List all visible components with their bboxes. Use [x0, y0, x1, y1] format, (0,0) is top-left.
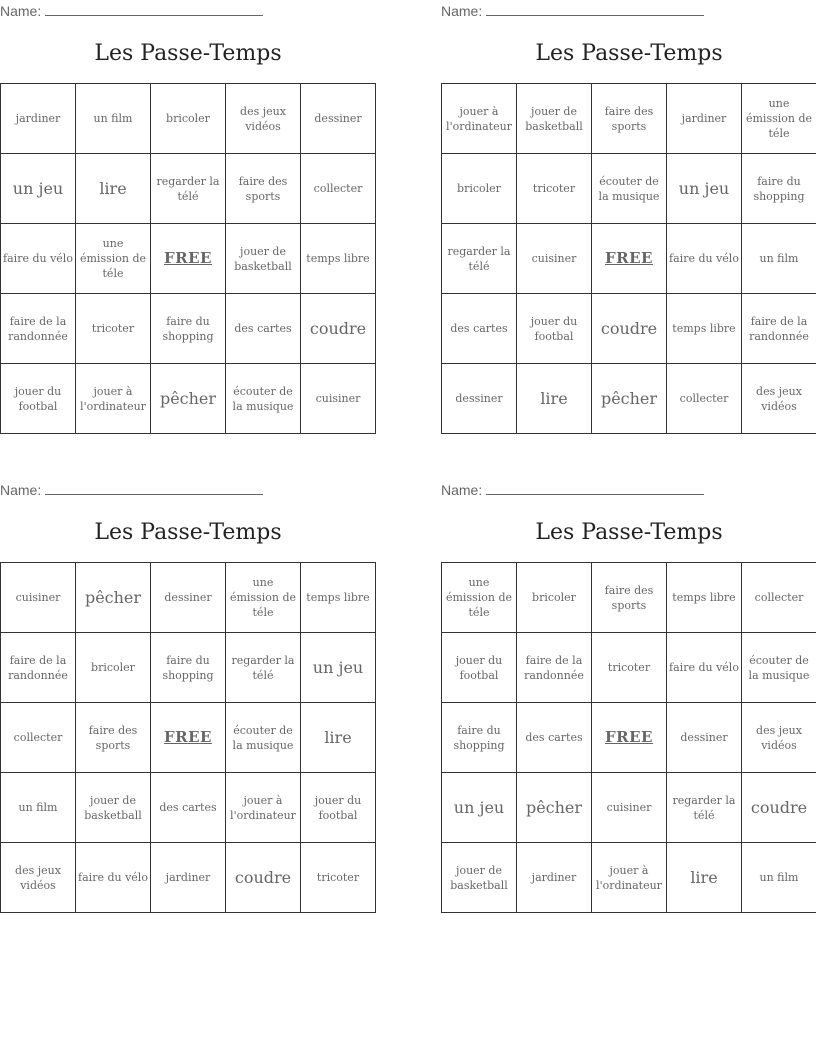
- bingo-square[interactable]: un film: [742, 224, 816, 294]
- bingo-square[interactable]: jardiner: [151, 843, 226, 913]
- bingo-square[interactable]: écouter de la musique: [742, 633, 816, 703]
- grid-row: [1, 364, 376, 434]
- bingo-table: [0, 83, 376, 434]
- bingo-square[interactable]: un film: [742, 843, 816, 913]
- bingo-square[interactable]: bricoler: [442, 154, 517, 224]
- bingo-square[interactable]: cuisiner: [301, 364, 376, 434]
- name-blank-line[interactable]: [45, 2, 263, 16]
- bingo-square[interactable]: tricoter: [76, 294, 151, 364]
- bingo-square[interactable]: coudre: [301, 294, 376, 364]
- bingo-square[interactable]: jouer à l'ordinateur: [76, 364, 151, 434]
- bingo-table: [0, 562, 376, 913]
- free-square[interactable]: FREE: [592, 703, 667, 773]
- name-label: Name:: [441, 482, 483, 498]
- bingo-square[interactable]: pêcher: [592, 364, 667, 434]
- bingo-square[interactable]: jouer de basketball: [226, 224, 301, 294]
- bingo-square[interactable]: jouer à l'ordinateur: [226, 773, 301, 843]
- bingo-square[interactable]: faire du vélo: [1, 224, 76, 294]
- bingo-grid: [0, 562, 376, 913]
- bingo-table: [441, 83, 816, 434]
- bingo-square[interactable]: dessiner: [667, 703, 742, 773]
- bingo-square[interactable]: faire du shopping: [742, 154, 816, 224]
- name-field[interactable]: [0, 481, 263, 498]
- name-blank-line[interactable]: [45, 481, 263, 495]
- name-blank-line[interactable]: [486, 481, 704, 495]
- name-label: Name:: [0, 3, 42, 19]
- bingo-square[interactable]: des jeux vidéos: [226, 84, 301, 154]
- bingo-square[interactable]: faire des sports: [226, 154, 301, 224]
- bingo-square[interactable]: des cartes: [151, 773, 226, 843]
- grid-row: [442, 633, 816, 703]
- bingo-square[interactable]: une émission de téle: [742, 84, 816, 154]
- grid-row: [442, 224, 816, 294]
- bingo-square[interactable]: faire de la randonnée: [1, 633, 76, 703]
- bingo-square[interactable]: tricoter: [517, 154, 592, 224]
- bingo-square[interactable]: jouer du footbal: [517, 294, 592, 364]
- name-label: Name:: [441, 3, 483, 19]
- bingo-square[interactable]: jouer de basketball: [442, 843, 517, 913]
- name-label: Name:: [0, 482, 42, 498]
- bingo-square[interactable]: écouter de la musique: [226, 703, 301, 773]
- grid-row: [1, 703, 376, 773]
- bingo-square[interactable]: jardiner: [1, 84, 76, 154]
- bingo-square[interactable]: lire: [76, 154, 151, 224]
- bingo-square[interactable]: cuisiner: [1, 563, 76, 633]
- bingo-square[interactable]: dessiner: [442, 364, 517, 434]
- grid-row: [442, 364, 816, 434]
- bingo-square[interactable]: un jeu: [301, 633, 376, 703]
- bingo-square[interactable]: un film: [76, 84, 151, 154]
- free-square[interactable]: FREE: [151, 703, 226, 773]
- bingo-square[interactable]: cuisiner: [517, 224, 592, 294]
- bingo-square[interactable]: jouer du footbal: [301, 773, 376, 843]
- bingo-square[interactable]: un jeu: [667, 154, 742, 224]
- bingo-square[interactable]: faire du shopping: [151, 294, 226, 364]
- grid-row: [1, 294, 376, 364]
- bingo-square[interactable]: des jeux vidéos: [742, 364, 816, 434]
- bingo-square[interactable]: des cartes: [226, 294, 301, 364]
- bingo-square[interactable]: jouer de basketball: [517, 84, 592, 154]
- bingo-square[interactable]: coudre: [592, 294, 667, 364]
- free-square[interactable]: FREE: [592, 224, 667, 294]
- bingo-square[interactable]: pêcher: [517, 773, 592, 843]
- bingo-square[interactable]: écouter de la musique: [226, 364, 301, 434]
- grid-row: [1, 154, 376, 224]
- bingo-square[interactable]: faire du vélo: [76, 843, 151, 913]
- bingo-square[interactable]: des cartes: [517, 703, 592, 773]
- grid-row: [442, 843, 816, 913]
- card-title: Les Passe-Temps: [535, 41, 723, 66]
- bingo-square[interactable]: des cartes: [442, 294, 517, 364]
- bingo-square[interactable]: écouter de la musique: [592, 154, 667, 224]
- name-blank-line[interactable]: [486, 2, 704, 16]
- bingo-square[interactable]: lire: [517, 364, 592, 434]
- grid-row: [1, 633, 376, 703]
- card-title: Les Passe-Temps: [94, 520, 282, 545]
- bingo-square[interactable]: faire du shopping: [151, 633, 226, 703]
- grid-row: [442, 703, 816, 773]
- free-square[interactable]: FREE: [151, 224, 226, 294]
- bingo-square[interactable]: lire: [301, 703, 376, 773]
- bingo-grid: [0, 83, 376, 434]
- bingo-square[interactable]: faire de la randonnée: [517, 633, 592, 703]
- bingo-square[interactable]: faire des sports: [76, 703, 151, 773]
- bingo-table: [441, 562, 816, 913]
- grid-row: [1, 773, 376, 843]
- bingo-square[interactable]: bricoler: [517, 563, 592, 633]
- name-field[interactable]: [441, 2, 704, 19]
- bingo-square[interactable]: faire des sports: [592, 563, 667, 633]
- bingo-square[interactable]: une émission de téle: [226, 563, 301, 633]
- bingo-square[interactable]: temps libre: [301, 563, 376, 633]
- bingo-square[interactable]: jouer du footbal: [442, 633, 517, 703]
- bingo-square[interactable]: dessiner: [151, 563, 226, 633]
- grid-row: [1, 563, 376, 633]
- bingo-square[interactable]: des jeux vidéos: [742, 703, 816, 773]
- bingo-square[interactable]: jardiner: [517, 843, 592, 913]
- bingo-square[interactable]: collecter: [742, 563, 816, 633]
- grid-row: [442, 563, 816, 633]
- bingo-square[interactable]: coudre: [742, 773, 816, 843]
- bingo-square[interactable]: temps libre: [667, 294, 742, 364]
- bingo-square[interactable]: pêcher: [151, 364, 226, 434]
- bingo-square[interactable]: cuisiner: [592, 773, 667, 843]
- grid-row: [442, 294, 816, 364]
- bingo-square[interactable]: dessiner: [301, 84, 376, 154]
- bingo-square[interactable]: collecter: [1, 703, 76, 773]
- bingo-square[interactable]: une émission de téle: [76, 224, 151, 294]
- bingo-square[interactable]: bricoler: [76, 633, 151, 703]
- bingo-square[interactable]: un film: [1, 773, 76, 843]
- bingo-square[interactable]: un jeu: [1, 154, 76, 224]
- bingo-square[interactable]: pêcher: [76, 563, 151, 633]
- grid-row: [1, 224, 376, 294]
- bingo-square[interactable]: faire de la randonnée: [1, 294, 76, 364]
- card-title: Les Passe-Temps: [535, 520, 723, 545]
- name-field[interactable]: [0, 2, 263, 19]
- bingo-square[interactable]: tricoter: [301, 843, 376, 913]
- bingo-square[interactable]: regarder la télé: [151, 154, 226, 224]
- bingo-grid: [441, 562, 816, 913]
- bingo-square[interactable]: bricoler: [151, 84, 226, 154]
- grid-row: [442, 773, 816, 843]
- grid-row: [442, 84, 816, 154]
- bingo-square[interactable]: temps libre: [301, 224, 376, 294]
- bingo-square[interactable]: coudre: [226, 843, 301, 913]
- bingo-square[interactable]: un jeu: [442, 773, 517, 843]
- bingo-square[interactable]: jouer à l'ordinateur: [592, 843, 667, 913]
- bingo-square[interactable]: faire du vélo: [667, 633, 742, 703]
- bingo-square[interactable]: collecter: [667, 364, 742, 434]
- name-field[interactable]: [441, 481, 704, 498]
- bingo-square[interactable]: regarder la télé: [667, 773, 742, 843]
- bingo-square[interactable]: jouer du footbal: [1, 364, 76, 434]
- bingo-square[interactable]: lire: [667, 843, 742, 913]
- grid-row: [1, 843, 376, 913]
- bingo-square[interactable]: une émission de téle: [442, 563, 517, 633]
- bingo-square[interactable]: faire du shopping: [442, 703, 517, 773]
- bingo-square[interactable]: tricoter: [592, 633, 667, 703]
- grid-row: [442, 154, 816, 224]
- bingo-square[interactable]: temps libre: [667, 563, 742, 633]
- bingo-square[interactable]: jouer à l'ordinateur: [442, 84, 517, 154]
- grid-row: [1, 84, 376, 154]
- bingo-square[interactable]: faire du vélo: [667, 224, 742, 294]
- bingo-square[interactable]: jardiner: [667, 84, 742, 154]
- bingo-square[interactable]: des jeux vidéos: [1, 843, 76, 913]
- bingo-square[interactable]: jouer de basketball: [76, 773, 151, 843]
- bingo-square[interactable]: collecter: [301, 154, 376, 224]
- bingo-square[interactable]: faire de la randonnée: [742, 294, 816, 364]
- bingo-square[interactable]: regarder la télé: [442, 224, 517, 294]
- bingo-grid: [441, 83, 816, 434]
- card-title: Les Passe-Temps: [94, 41, 282, 66]
- bingo-square[interactable]: regarder la télé: [226, 633, 301, 703]
- bingo-square[interactable]: faire des sports: [592, 84, 667, 154]
